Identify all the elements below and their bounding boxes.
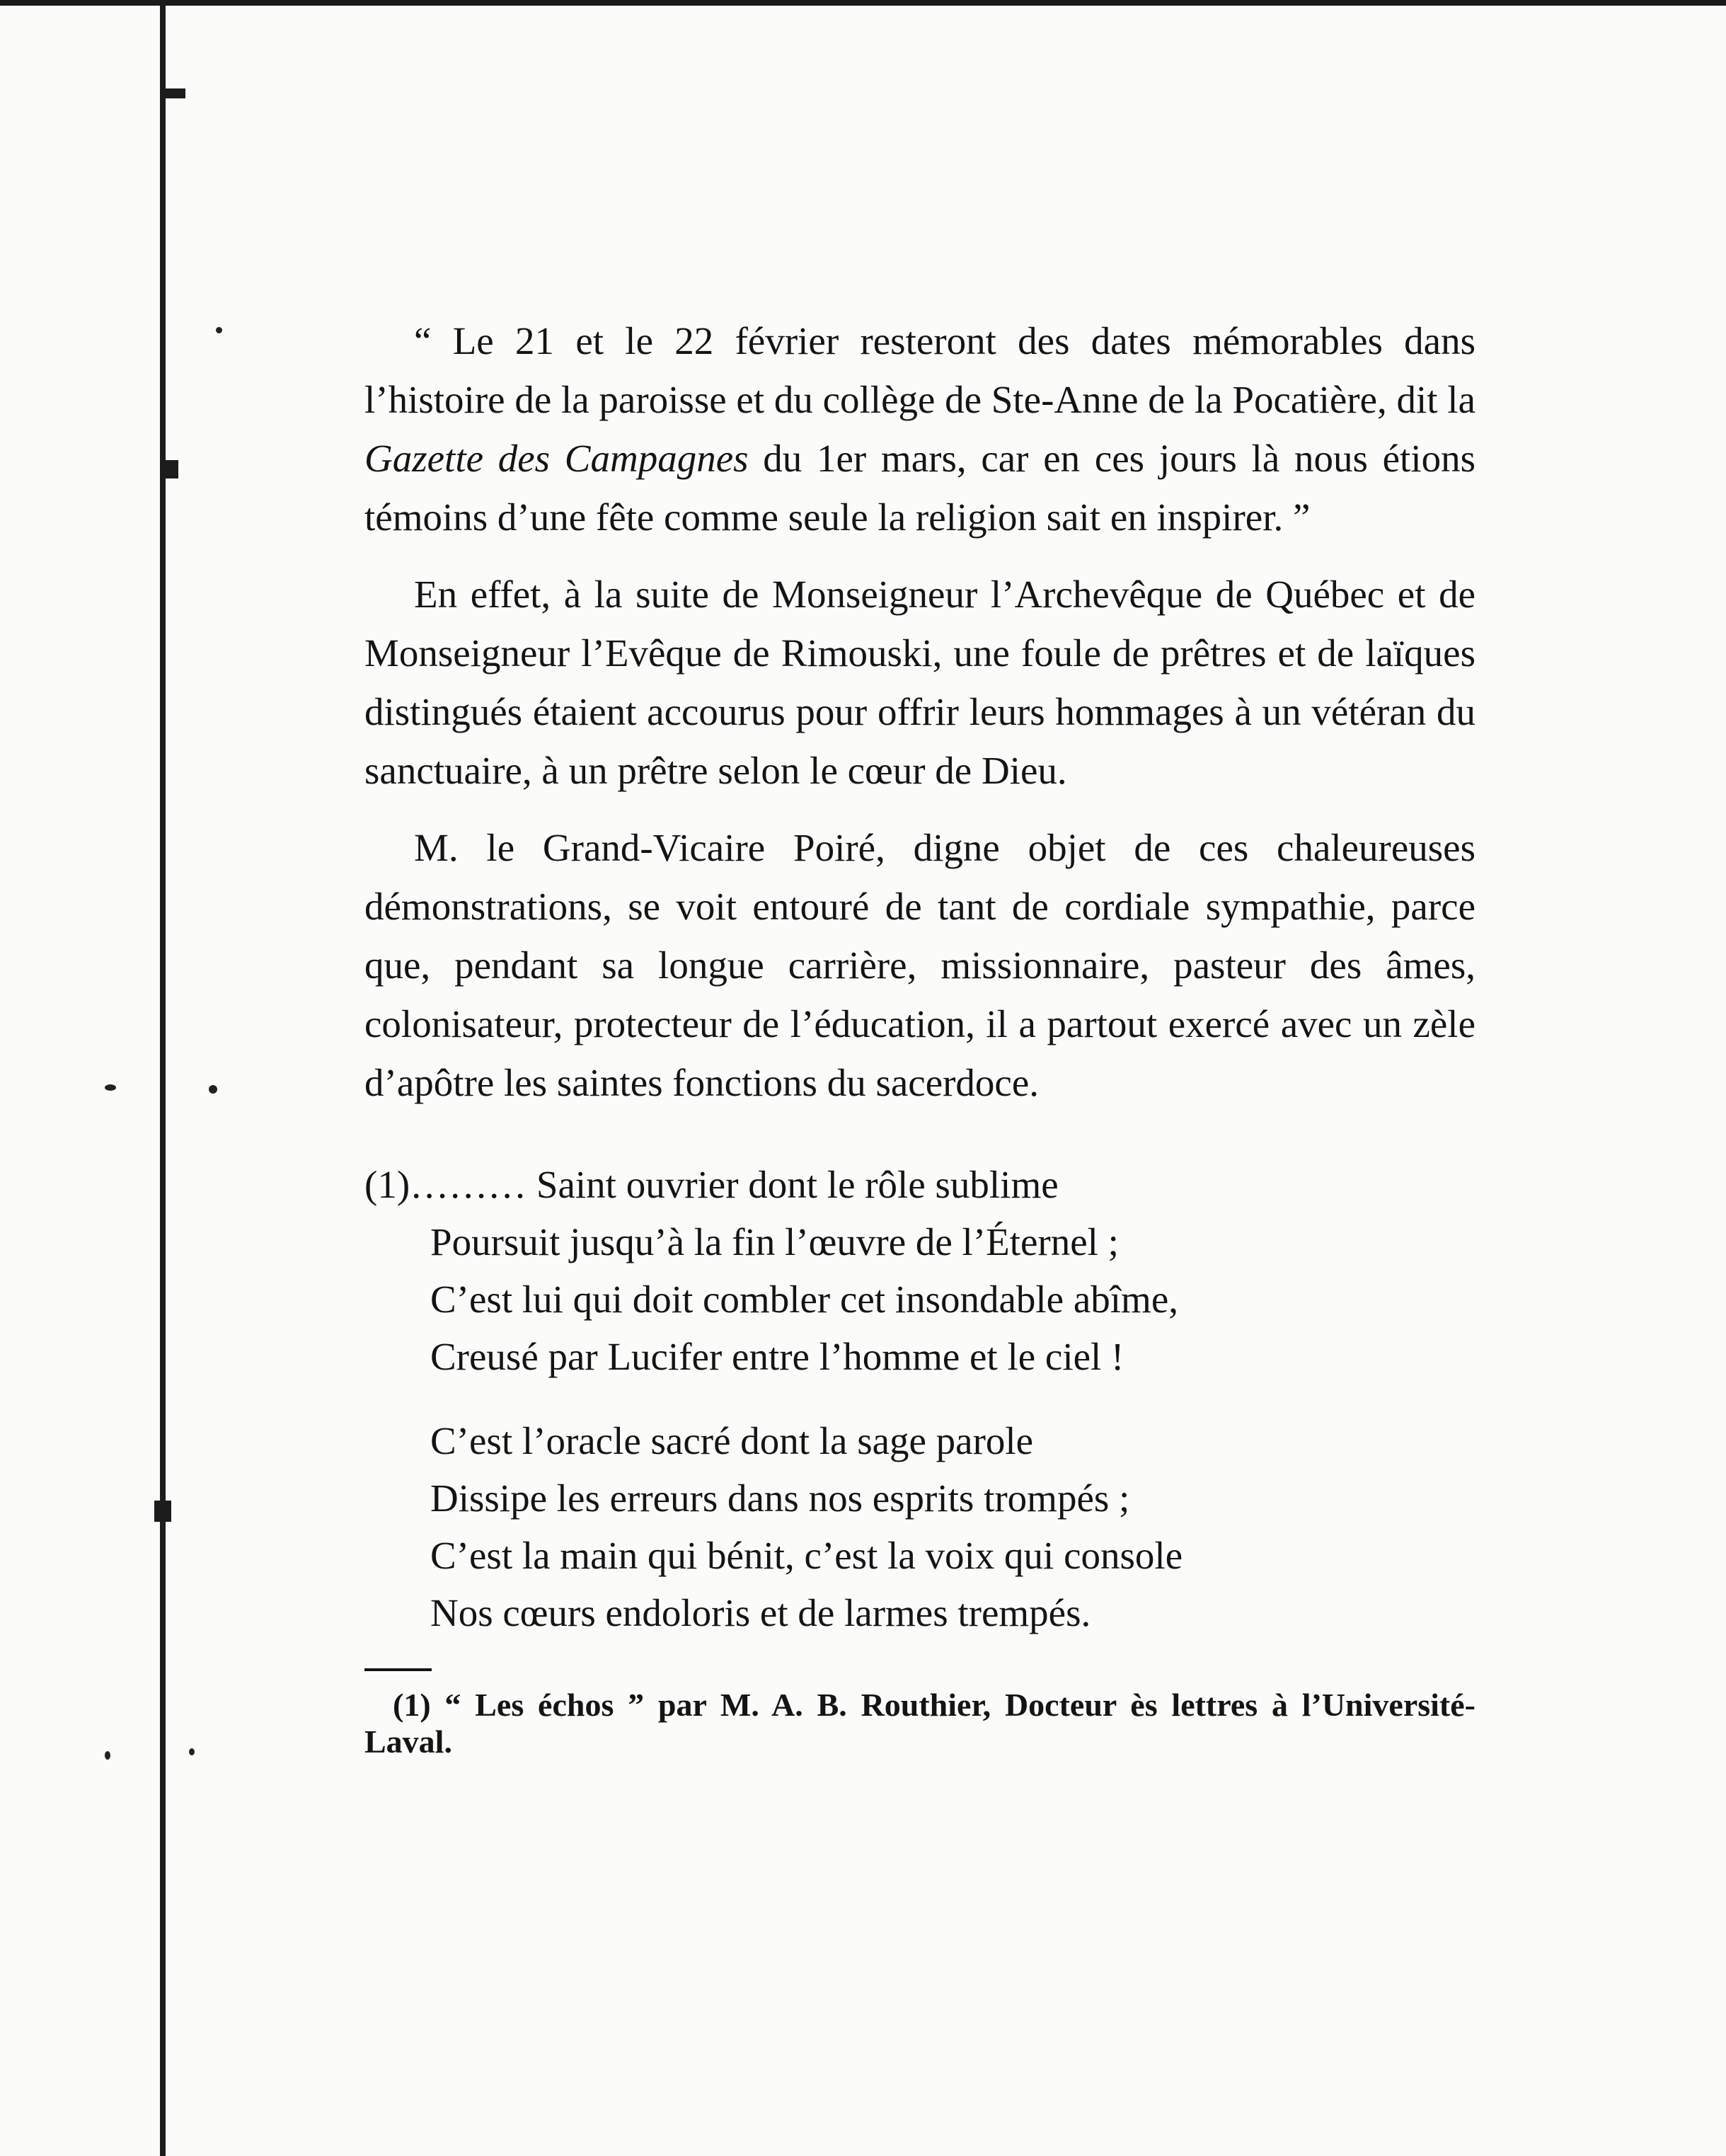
scan-speck — [105, 1084, 116, 1091]
poem-stanza-2 — [364, 1412, 1475, 1641]
binding-notch — [160, 88, 185, 98]
binding-line — [160, 0, 166, 2156]
footnote-rule — [364, 1668, 432, 1671]
poem — [364, 1156, 1475, 1641]
scan-speck — [216, 327, 222, 333]
verse-line: Poursuit jusqu’à la fin l’œuvre de l’Éternel ; — [430, 1220, 1119, 1263]
verse-line: C’est lui qui doit combler cet insondable abîme, — [430, 1278, 1178, 1321]
paragraph-gazette-quote — [364, 311, 1475, 546]
verse-line: Dissipe les erreurs dans nos esprits trompés ; — [430, 1476, 1130, 1520]
scan-top-edge — [0, 0, 1726, 6]
footnote: (1) “ Les échos ” par M. A. B. Routhier, Docteur ès lettres à l’Université-Laval. — [364, 1687, 1475, 1760]
poem-stanza-1 — [364, 1156, 1475, 1385]
paragraph-dignitaries: En effet, à la suite de Monseigneur l’Archevêque de Québec et de Monseigneur l’Evêque de Rimouski, une foule de prêtres et de laïques distingués étaient accourus pour offrir leurs hommages à un vétéran du sanctuaire, à un prêtre selon le cœur de Dieu. — [364, 573, 1475, 792]
binding-notch — [154, 1501, 171, 1522]
scan-speck — [189, 1748, 195, 1755]
paragraph-text: “ Le 21 et le 22 février resteront des dates mémorables dans l’histoire de la paroisse et du collège de Ste-Anne de la Pocatière, dit la — [364, 319, 1475, 421]
verse-line: Nos cœurs endoloris et de larmes trempés. — [430, 1591, 1091, 1634]
paragraph-text: du 1er mars, car en ces jours là nous étions témoins d’une fête comme seule la religion sait en inspirer. ” — [364, 437, 1475, 539]
verse-line: C’est l’oracle sacré dont la sage parole — [430, 1419, 1034, 1462]
paragraph-grand-vicaire: M. le Grand-Vicaire Poiré, digne objet de ces chaleureuses démonstrations, se voit entouré de tant de cordiale sympathie, parce que, pendant sa longue carrière, missionnaire, pasteur des âmes, colonisateur, protecteur de l’éducation, il a partout exercé avec un zèle d’apôtre les saintes fonctions du sacerdoce. — [364, 826, 1475, 1104]
scan-speck — [105, 1751, 110, 1760]
binding-notch — [160, 460, 178, 478]
page-body — [364, 311, 1475, 1760]
verse-line: (1)……… Saint ouvrier dont le rôle sublime — [364, 1163, 1059, 1206]
newspaper-title: Gazette des Campagnes — [364, 437, 749, 480]
verse-line: C’est la main qui bénit, c’est la voix qui console — [430, 1534, 1183, 1577]
verse-line: Creusé par Lucifer entre l’homme et le ciel ! — [430, 1335, 1124, 1378]
scan-speck — [209, 1085, 217, 1094]
